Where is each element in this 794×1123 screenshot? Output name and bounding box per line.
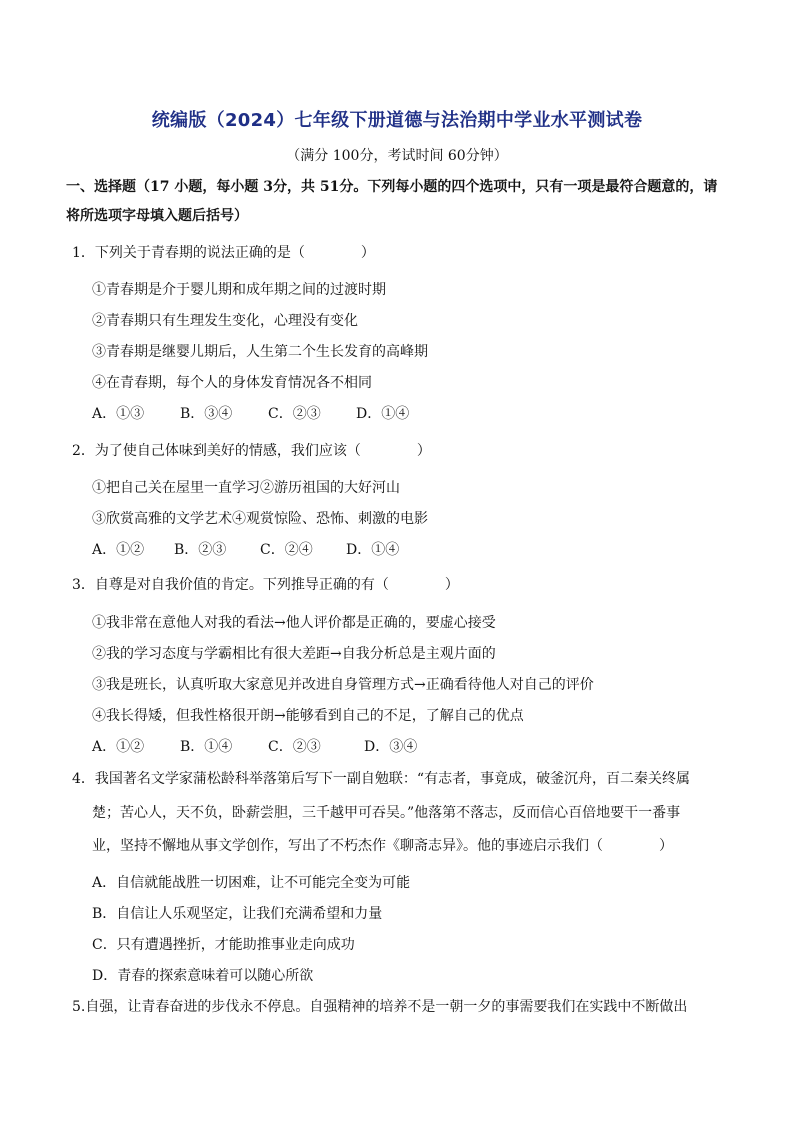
q1-stem: 1．下列关于青春期的说法正确的是（ ） — [72, 245, 375, 261]
section-heading-line-2: 将所选项字母填入题后括号） — [66, 208, 248, 224]
q4-option-b: B．自信让人乐观坚定，让我们充满希望和力量 — [92, 906, 383, 922]
q3-item: ④我长得矮，但我性格很开朗→能够看到自己的不足，了解自己的优点 — [92, 708, 524, 724]
q1-item: ③青春期是继婴儿期后，人生第二个生长发育的高峰期 — [92, 344, 428, 360]
page-title: 统编版（2024）七年级下册道德与法治期中学业水平测试卷 — [151, 110, 643, 131]
page-subtitle: （满分 100分，考试时间 60分钟） — [286, 148, 508, 164]
q4-option-d: D．青春的探索意味着可以随心所欲 — [92, 968, 314, 984]
q3-item: ③我是班长，认真听取大家意见并改进自身管理方式→正确看待他人对自己的评价 — [92, 677, 594, 693]
q3-stem: 3．自尊是对自我价值的肯定。下列推导正确的有（ ） — [72, 577, 459, 593]
q5-stem-line-1: 5.自强，让青春奋进的步伐永不停息。自强精神的培养不是一朝一夕的事需要我们在实践中不断做出 — [72, 999, 688, 1015]
q1-option-d: D．①④ — [356, 406, 410, 422]
q4-option-a: A．自信就能战胜一切困难，让不可能完全变为可能 — [92, 875, 411, 891]
q3-option-b: B．①④ — [180, 739, 233, 755]
q1-option-c: C．②③ — [268, 406, 321, 422]
q1-item: ②青春期只有生理发生变化，心理没有变化 — [92, 313, 358, 329]
q1-item: ④在青春期，每个人的身体发育情况各不相同 — [92, 375, 372, 391]
q2-option-c: C．②④ — [260, 542, 313, 558]
q2-option-d: D．①④ — [346, 542, 400, 558]
q3-option-d: D．③④ — [364, 739, 418, 755]
q2-option-a: A．①② — [92, 542, 145, 558]
q4-stem-line-3: 业，坚持不懈地从事文学创作，写出了不朽杰作《聊斋志异》。他的事迹启示我们（ ） — [92, 838, 673, 854]
q2-option-b: B．②③ — [174, 542, 227, 558]
section-heading-line-1: 一、选择题（17 小题，每小题 3分，共 51分。下列每小题的四个选项中，只有一项是最符合题意的，请 — [66, 179, 718, 195]
q2-item: ③欣赏高雅的文学艺术④观赏惊险、恐怖、刺激的电影 — [92, 511, 428, 527]
q4-stem-line-2: 楚；苦心人，天不负，卧薪尝胆，三千越甲可吞吴。”他落第不落志，反而信心百倍地要干一番事 — [92, 805, 681, 821]
q3-option-a: A．①② — [92, 739, 145, 755]
q2-item: ①把自己关在屋里一直学习②游历祖国的大好河山 — [92, 480, 400, 496]
q3-item: ②我的学习态度与学霸相比有很大差距→自我分析总是主观片面的 — [92, 646, 496, 662]
q3-item: ①我非常在意他人对我的看法→他人评价都是正确的，要虚心接受 — [92, 615, 496, 631]
q4-stem-line-1: 4．我国著名文学家蒲松龄科举落第后写下一副自勉联：“有志者，事竟成，破釜沉舟，百二秦关终属 — [72, 771, 691, 787]
q1-option-a: A．①③ — [92, 406, 145, 422]
q1-item: ①青春期是介于婴儿期和成年期之间的过渡时期 — [92, 282, 386, 298]
q1-option-b: B．③④ — [180, 406, 233, 422]
q2-stem: 2．为了使自己体味到美好的情感，我们应该（ ） — [72, 443, 431, 459]
q4-option-c: C．只有遭遇挫折，才能助推事业走向成功 — [92, 937, 355, 953]
q3-option-c: C．②③ — [268, 739, 321, 755]
